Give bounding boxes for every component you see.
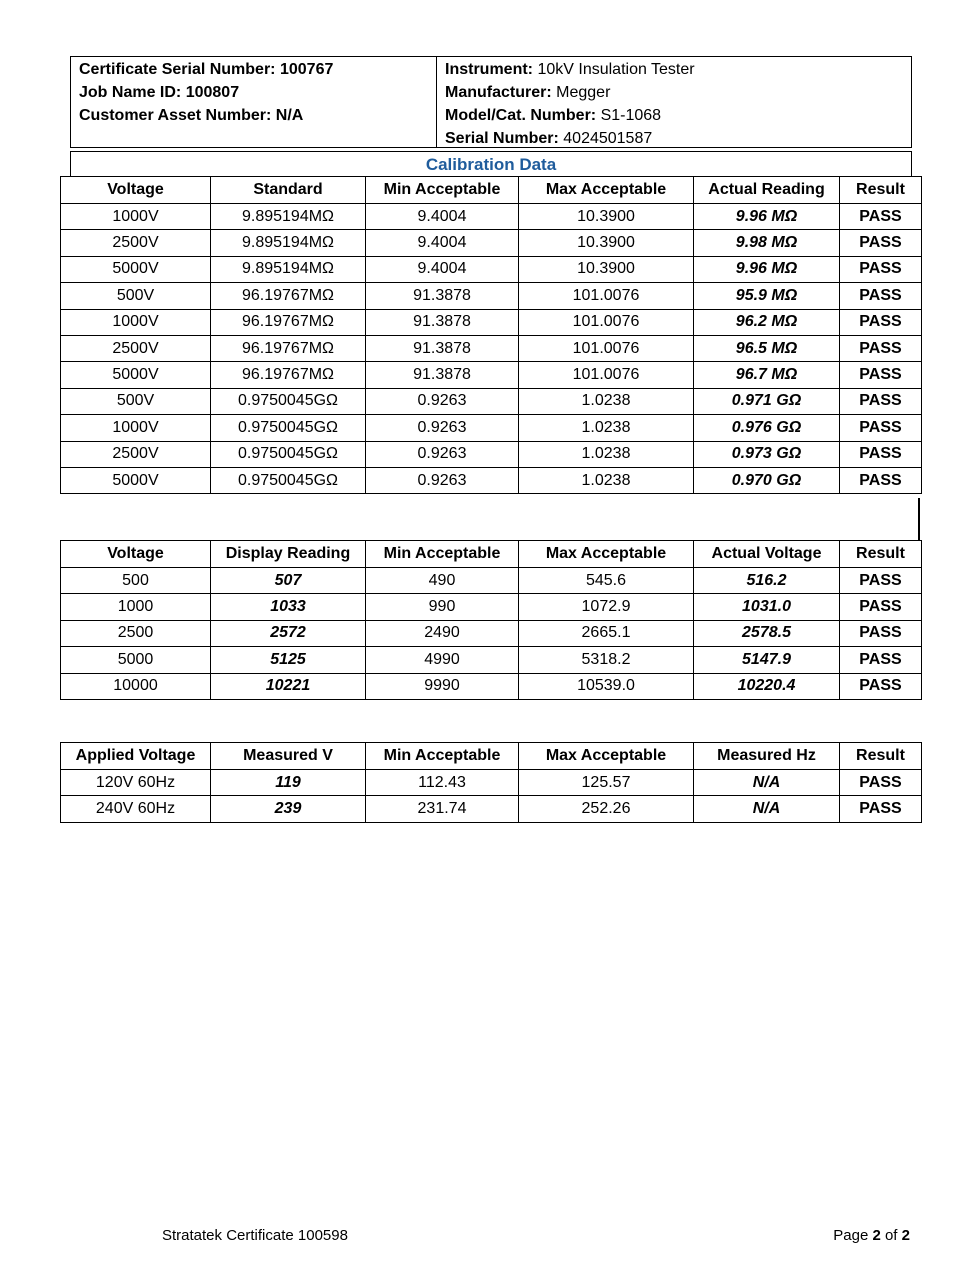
table-cell: 231.74 xyxy=(366,796,519,822)
table-cell: 2572 xyxy=(211,620,366,646)
instrument-value: 10kV Insulation Tester xyxy=(537,61,695,78)
table-cell: 1033 xyxy=(211,594,366,620)
table-cell: 9.4004 xyxy=(366,256,519,282)
table-cell: 96.19767MΩ xyxy=(211,362,366,388)
table-cell: 2578.5 xyxy=(694,620,840,646)
table-row xyxy=(61,441,922,467)
table-row xyxy=(61,335,922,361)
page-separator: of xyxy=(880,1227,902,1244)
page-total: 2 xyxy=(901,1227,910,1244)
table-cell: 9.96 MΩ xyxy=(694,204,840,230)
table-row xyxy=(61,362,922,388)
serial-number-label: Serial Number: xyxy=(445,130,559,147)
table-cell: 96.2 MΩ xyxy=(694,309,840,335)
table-cell: 5000 xyxy=(61,647,211,673)
footer-certificate-label: Stratatek Certificate 100598 xyxy=(162,1227,348,1244)
table-cell: 1.0238 xyxy=(519,388,694,414)
table-header-row xyxy=(61,541,922,568)
table-cell: 1072.9 xyxy=(519,594,694,620)
table-cell: 96.19767MΩ xyxy=(211,309,366,335)
table-cell: 9.96 MΩ xyxy=(694,256,840,282)
table-cell: 490 xyxy=(366,568,519,594)
table-cell: 1000V xyxy=(61,204,211,230)
column-header: Max Acceptable xyxy=(519,177,694,204)
table-cell: 96.19767MΩ xyxy=(211,335,366,361)
table-cell: 0.9750045GΩ xyxy=(211,467,366,493)
table-cell: 5000V xyxy=(61,362,211,388)
table-row xyxy=(61,415,922,441)
table-cell: 0.9750045GΩ xyxy=(211,441,366,467)
column-header: Min Acceptable xyxy=(366,743,519,770)
table-row xyxy=(61,673,922,699)
table-cell: 120V 60Hz xyxy=(61,770,211,796)
table-cell: 0.9750045GΩ xyxy=(211,415,366,441)
table-cell: 2500V xyxy=(61,335,211,361)
table-cell: 5000V xyxy=(61,256,211,282)
table-cell: 5000V xyxy=(61,467,211,493)
table-row xyxy=(61,256,922,282)
table-cell: PASS xyxy=(840,673,922,699)
table-cell: 1000 xyxy=(61,594,211,620)
table-row xyxy=(61,230,922,256)
table-cell: PASS xyxy=(840,204,922,230)
table-cell: 239 xyxy=(211,796,366,822)
table-cell: PASS xyxy=(840,770,922,796)
table-cell: 2500 xyxy=(61,620,211,646)
table-cell: 9.4004 xyxy=(366,204,519,230)
certificate-serial-line xyxy=(79,58,436,81)
table-cell: 5147.9 xyxy=(694,647,840,673)
table-cell: 10.3900 xyxy=(519,204,694,230)
page-current: 2 xyxy=(872,1227,881,1244)
table-cell: 9.895194MΩ xyxy=(211,204,366,230)
table-cell: 516.2 xyxy=(694,568,840,594)
ac-voltage-calibration-table xyxy=(60,742,922,823)
calibration-data-title xyxy=(70,151,912,176)
table-cell: 0.9263 xyxy=(366,415,519,441)
table-cell: 0.9750045GΩ xyxy=(211,388,366,414)
table-cell: PASS xyxy=(840,283,922,309)
certificate-serial-value: 100767 xyxy=(279,61,334,78)
table-cell: 252.26 xyxy=(519,796,694,822)
page-prefix: Page xyxy=(833,1227,873,1244)
serial-number-value: 4024501587 xyxy=(563,130,653,147)
column-header: Applied Voltage xyxy=(61,743,211,770)
table-cell: 101.0076 xyxy=(519,362,694,388)
header-left-panel xyxy=(71,57,437,147)
table-header-row xyxy=(61,177,922,204)
certificate-header xyxy=(70,56,912,148)
column-header: Measured Hz xyxy=(694,743,840,770)
table-row xyxy=(61,467,922,493)
header-right-panel xyxy=(437,57,911,147)
table-cell: 1.0238 xyxy=(519,467,694,493)
column-header: Measured V xyxy=(211,743,366,770)
table-cell: 1.0238 xyxy=(519,441,694,467)
table-cell: 91.3878 xyxy=(366,283,519,309)
table-cell: PASS xyxy=(840,441,922,467)
table-cell: N/A xyxy=(694,770,840,796)
table-cell: 545.6 xyxy=(519,568,694,594)
column-header: Result xyxy=(840,743,922,770)
table-cell: 0.976 GΩ xyxy=(694,415,840,441)
table-cell: 240V 60Hz xyxy=(61,796,211,822)
table-cell: 0.9263 xyxy=(366,388,519,414)
serial-number-line xyxy=(445,127,911,150)
table-cell: 101.0076 xyxy=(519,335,694,361)
table-cell: 0.9263 xyxy=(366,467,519,493)
job-name-value: 100807 xyxy=(185,84,240,101)
table-cell: 2500V xyxy=(61,441,211,467)
footer-page-number xyxy=(833,1227,910,1244)
column-header: Result xyxy=(840,177,922,204)
table-cell: 9.895194MΩ xyxy=(211,230,366,256)
column-header: Actual Voltage xyxy=(694,541,840,568)
customer-asset-label: Customer Asset Number: xyxy=(79,107,272,124)
table-cell: 500V xyxy=(61,388,211,414)
table-cell: 0.973 GΩ xyxy=(694,441,840,467)
table-cell: 10221 xyxy=(211,673,366,699)
table-cell: 101.0076 xyxy=(519,283,694,309)
table-cell: 96.7 MΩ xyxy=(694,362,840,388)
table-cell: 9.98 MΩ xyxy=(694,230,840,256)
resistance-calibration-table xyxy=(60,176,922,494)
table-cell: 507 xyxy=(211,568,366,594)
job-name-line xyxy=(79,81,436,104)
table-cell: PASS xyxy=(840,362,922,388)
table-cell: 10.3900 xyxy=(519,230,694,256)
table-cell: 101.0076 xyxy=(519,309,694,335)
table-cell: 1.0238 xyxy=(519,415,694,441)
column-header: Display Reading xyxy=(211,541,366,568)
table-cell: PASS xyxy=(840,335,922,361)
table-cell: PASS xyxy=(840,594,922,620)
table-cell: 4990 xyxy=(366,647,519,673)
table-cell: 9990 xyxy=(366,673,519,699)
instrument-line xyxy=(445,58,911,81)
table-cell: 10.3900 xyxy=(519,256,694,282)
customer-asset-value: N/A xyxy=(275,107,304,124)
table-cell: PASS xyxy=(840,415,922,441)
column-header: Min Acceptable xyxy=(366,541,519,568)
manufacturer-line xyxy=(445,81,911,104)
table-cell: PASS xyxy=(840,568,922,594)
table-row xyxy=(61,770,922,796)
table-cell: 5318.2 xyxy=(519,647,694,673)
customer-asset-line xyxy=(79,104,436,127)
manufacturer-value: Megger xyxy=(556,84,611,101)
calibration-data-title-text: Calibration Data xyxy=(425,155,557,174)
column-header: Min Acceptable xyxy=(366,177,519,204)
table-cell: 112.43 xyxy=(366,770,519,796)
model-line xyxy=(445,104,911,127)
model-label: Model/Cat. Number: xyxy=(445,107,597,124)
table-cell: PASS xyxy=(840,796,922,822)
table-row xyxy=(61,204,922,230)
voltage-calibration-table xyxy=(60,540,922,700)
table-cell: PASS xyxy=(840,256,922,282)
table-row xyxy=(61,620,922,646)
table-cell: PASS xyxy=(840,467,922,493)
table-cell: PASS xyxy=(840,647,922,673)
instrument-label: Instrument: xyxy=(445,61,533,78)
table-cell: 96.19767MΩ xyxy=(211,283,366,309)
table-cell: PASS xyxy=(840,230,922,256)
table-cell: 1000V xyxy=(61,309,211,335)
column-header: Voltage xyxy=(61,541,211,568)
table-cell: 91.3878 xyxy=(366,335,519,361)
table-row xyxy=(61,796,922,822)
table-cell: 9.895194MΩ xyxy=(211,256,366,282)
column-header: Voltage xyxy=(61,177,211,204)
table-cell: 119 xyxy=(211,770,366,796)
divider xyxy=(918,498,920,540)
table-cell: 1000V xyxy=(61,415,211,441)
column-header: Standard xyxy=(211,177,366,204)
table-cell: 5125 xyxy=(211,647,366,673)
table-cell: 500V xyxy=(61,283,211,309)
table-header-row xyxy=(61,743,922,770)
manufacturer-label: Manufacturer: xyxy=(445,84,552,101)
table-row xyxy=(61,283,922,309)
table-cell: 10539.0 xyxy=(519,673,694,699)
column-header: Max Acceptable xyxy=(519,541,694,568)
job-name-label: Job Name ID: xyxy=(79,84,182,101)
table-cell: 91.3878 xyxy=(366,309,519,335)
certificate-serial-label: Certificate Serial Number: xyxy=(79,61,276,78)
table-row xyxy=(61,309,922,335)
table-cell: PASS xyxy=(840,620,922,646)
table-row xyxy=(61,568,922,594)
table-cell: 9.4004 xyxy=(366,230,519,256)
table-cell: 0.970 GΩ xyxy=(694,467,840,493)
table-cell: 91.3878 xyxy=(366,362,519,388)
table-cell: PASS xyxy=(840,388,922,414)
table-row xyxy=(61,388,922,414)
table-cell: 125.57 xyxy=(519,770,694,796)
table-row xyxy=(61,594,922,620)
table-cell: 0.971 GΩ xyxy=(694,388,840,414)
table-cell: 10000 xyxy=(61,673,211,699)
table-cell: N/A xyxy=(694,796,840,822)
table-cell: 0.9263 xyxy=(366,441,519,467)
table-cell: 2490 xyxy=(366,620,519,646)
column-header: Result xyxy=(840,541,922,568)
model-value: S1-1068 xyxy=(600,107,662,124)
table-cell: 95.9 MΩ xyxy=(694,283,840,309)
table-cell: 500 xyxy=(61,568,211,594)
table-cell: 990 xyxy=(366,594,519,620)
table-cell: 1031.0 xyxy=(694,594,840,620)
table-cell: 96.5 MΩ xyxy=(694,335,840,361)
table-cell: 2665.1 xyxy=(519,620,694,646)
table-cell: 2500V xyxy=(61,230,211,256)
table-cell: 10220.4 xyxy=(694,673,840,699)
table-row xyxy=(61,647,922,673)
column-header: Actual Reading xyxy=(694,177,840,204)
column-header: Max Acceptable xyxy=(519,743,694,770)
table-cell: PASS xyxy=(840,309,922,335)
